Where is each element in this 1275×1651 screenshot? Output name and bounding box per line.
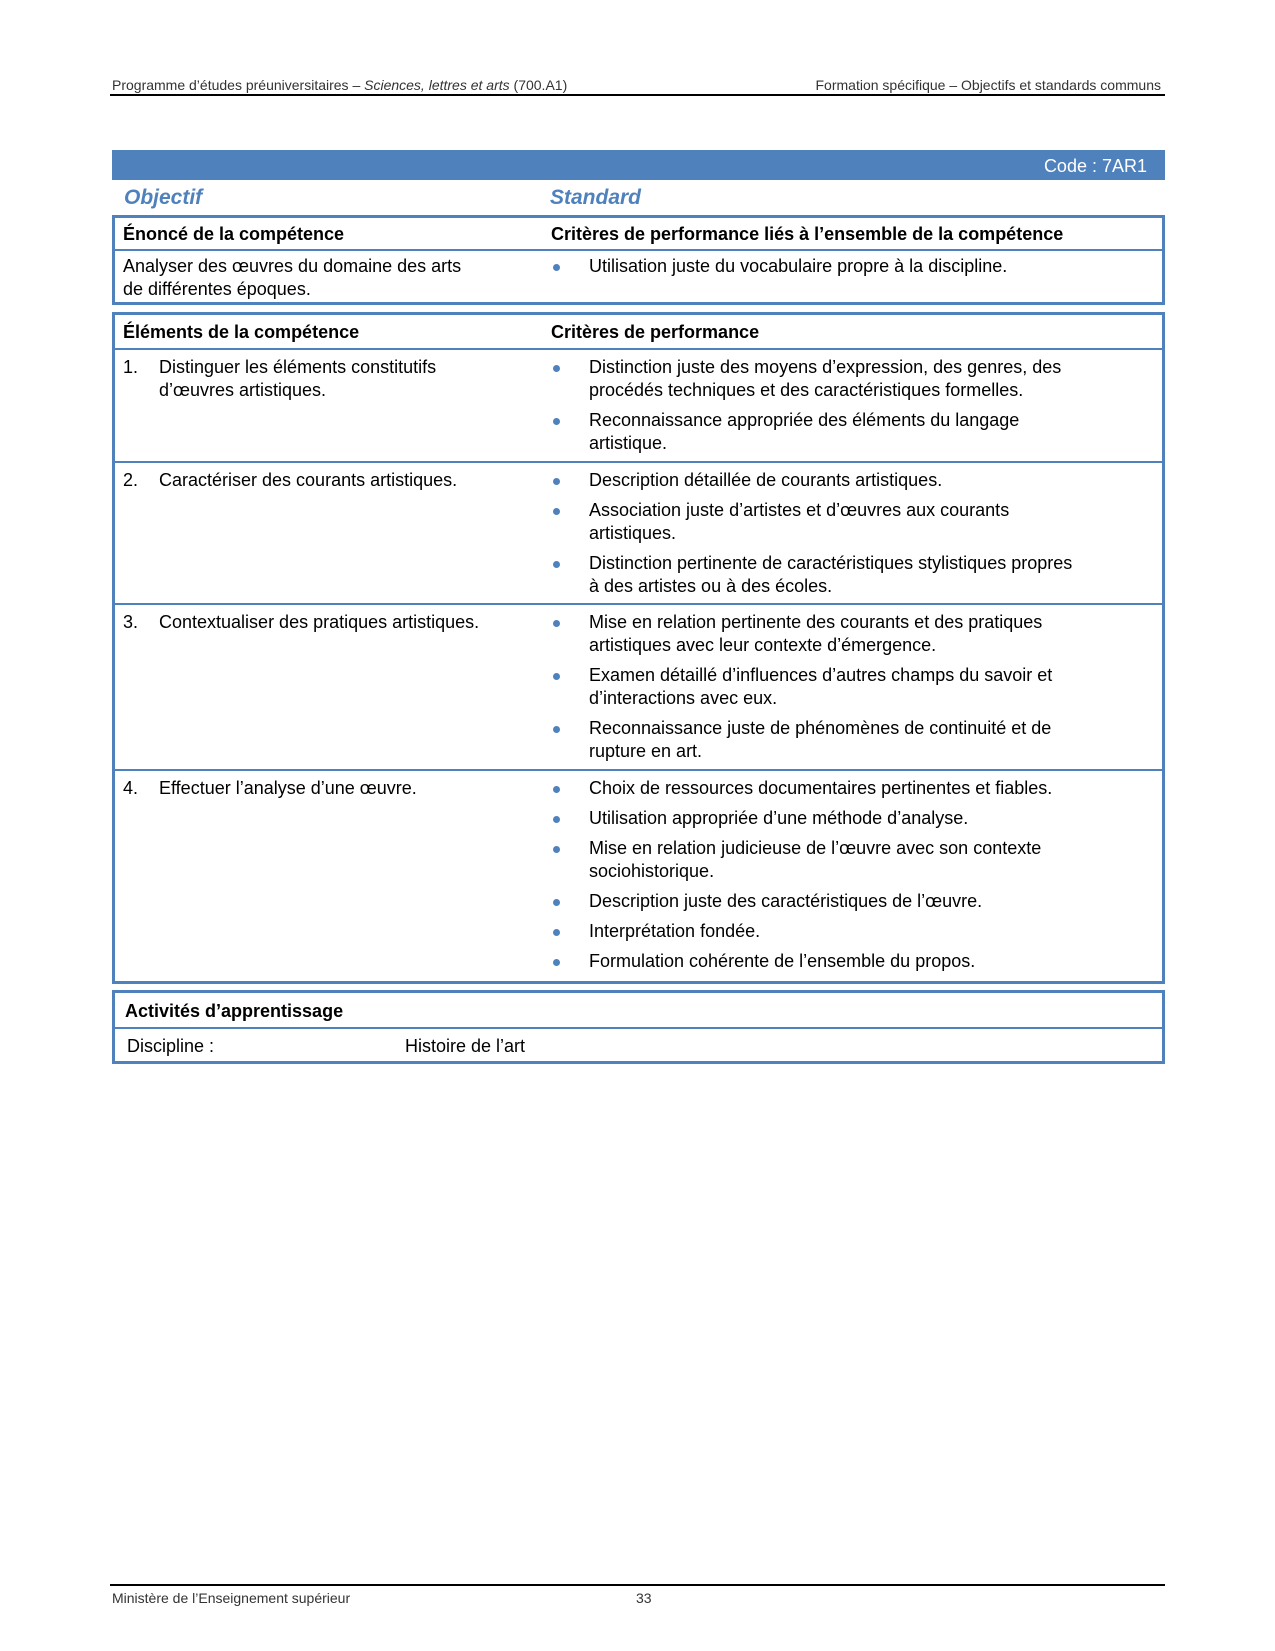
competence-body-row [115, 249, 1162, 302]
criteria-list [551, 611, 1151, 770]
competence-header-row [115, 218, 1162, 249]
activites-header-row [115, 993, 1162, 1027]
list-item: Examen détaillé d’influences d’autres champs du savoir et d’interactions avec eux. [551, 664, 1151, 710]
element-text: Contextualiser des pratiques artistiques. [159, 612, 480, 632]
list-item: Mise en relation judicieuse de l’œuvre avec son contexte sociohistorique. [551, 837, 1151, 883]
code-bar [112, 150, 1165, 180]
element-row-4 [115, 769, 1162, 977]
bullet-icon [553, 673, 560, 680]
list-item: Reconnaissance juste de phénomènes de continuité et de rupture en art. [551, 717, 1151, 763]
header-section: Formation spécifique – Objectifs et standards communs [815, 77, 1161, 93]
elements-header-row [115, 315, 1162, 348]
discipline-value: Histoire de l’art [405, 1036, 526, 1056]
column-titles [112, 186, 1165, 214]
list-item: Distinction juste des moyens d’expression, des genres, des procédés techniques et des caractéristiques formelles. [551, 356, 1151, 402]
criteres-global-list [551, 255, 1151, 285]
element-row-1 [115, 348, 1162, 461]
elements-title: Éléments de la compétence [123, 322, 360, 342]
element-number: 1. [123, 357, 139, 377]
list-item: Description juste des caractéristiques de l’œuvre. [551, 890, 1151, 913]
bullet-icon [553, 365, 560, 372]
bullet-icon [553, 508, 560, 515]
bullet-icon [553, 899, 560, 906]
bullet-icon [553, 959, 560, 966]
bullet-icon [553, 264, 560, 271]
bullet-icon [553, 846, 560, 853]
page-footer [110, 1584, 1165, 1606]
page-header [110, 76, 1165, 96]
bullet-icon [553, 418, 560, 425]
list-item: Distinction pertinente de caractéristiques stylistiques propres à des artistes ou à des écoles. [551, 552, 1151, 598]
bullet-icon [553, 478, 560, 485]
criteria-list [551, 777, 1151, 980]
element-text: Effectuer l’analyse d’une œuvre. [159, 778, 417, 798]
bullet-icon [553, 929, 560, 936]
element-number: 3. [123, 612, 139, 632]
element-number: 4. [123, 778, 139, 798]
bullet-icon [553, 816, 560, 823]
bullet-icon [553, 726, 560, 733]
enonce-title: Énoncé de la compétence [123, 224, 345, 244]
bullet-icon [553, 561, 560, 568]
criteres-title: Critères de performance [551, 322, 760, 342]
enonce-text: Analyser des œuvres du domaine des arts de différentes époques. [123, 256, 462, 299]
list-item: Interprétation fondée. [551, 920, 1151, 943]
standard-title: Standard [550, 186, 642, 209]
list-item: Choix de ressources documentaires pertinentes et fiables. [551, 777, 1151, 800]
discipline-label: Discipline : [127, 1036, 215, 1056]
bullet-icon [553, 786, 560, 793]
list-item: Description détaillée de courants artistiques. [551, 469, 1151, 492]
criteria-list [551, 469, 1151, 605]
activites-title: Activités d’apprentissage [125, 1001, 344, 1021]
list-item: Association juste d’artistes et d’œuvres aux courants artistiques. [551, 499, 1151, 545]
element-row-3 [115, 603, 1162, 769]
list-item: Utilisation juste du vocabulaire propre à la discipline. [551, 255, 1151, 278]
element-text: Caractériser des courants artistiques. [159, 470, 458, 490]
elements-box [112, 312, 1165, 984]
competence-code: Code : 7AR1 [1043, 156, 1147, 176]
activites-box [112, 990, 1165, 1064]
element-row-2 [115, 461, 1162, 603]
element-text: Distinguer les éléments constitutifs d’œuvres artistiques. [159, 357, 437, 400]
criteres-global-title: Critères de performance liés à l’ensemble de la compétence [551, 224, 1064, 244]
element-number: 2. [123, 470, 139, 490]
competence-box [112, 215, 1165, 305]
criteria-list [551, 356, 1151, 462]
page-number: 33 [636, 1590, 652, 1606]
header-program: Programme d’études préuniversitaires – Sciences, lettres et arts (700.A1) [112, 77, 568, 93]
list-item: Formulation cohérente de l’ensemble du propos. [551, 950, 1151, 973]
discipline-row [115, 1027, 1162, 1061]
list-item: Reconnaissance appropriée des éléments du langage artistique. [551, 409, 1151, 455]
bullet-icon [553, 620, 560, 627]
list-item: Utilisation appropriée d’une méthode d’analyse. [551, 807, 1151, 830]
objectif-title: Objectif [124, 186, 203, 209]
footer-ministry: Ministère de l’Enseignement supérieur [112, 1590, 351, 1606]
list-item: Mise en relation pertinente des courants et des pratiques artistiques avec leur contexte d’émergence. [551, 611, 1151, 657]
